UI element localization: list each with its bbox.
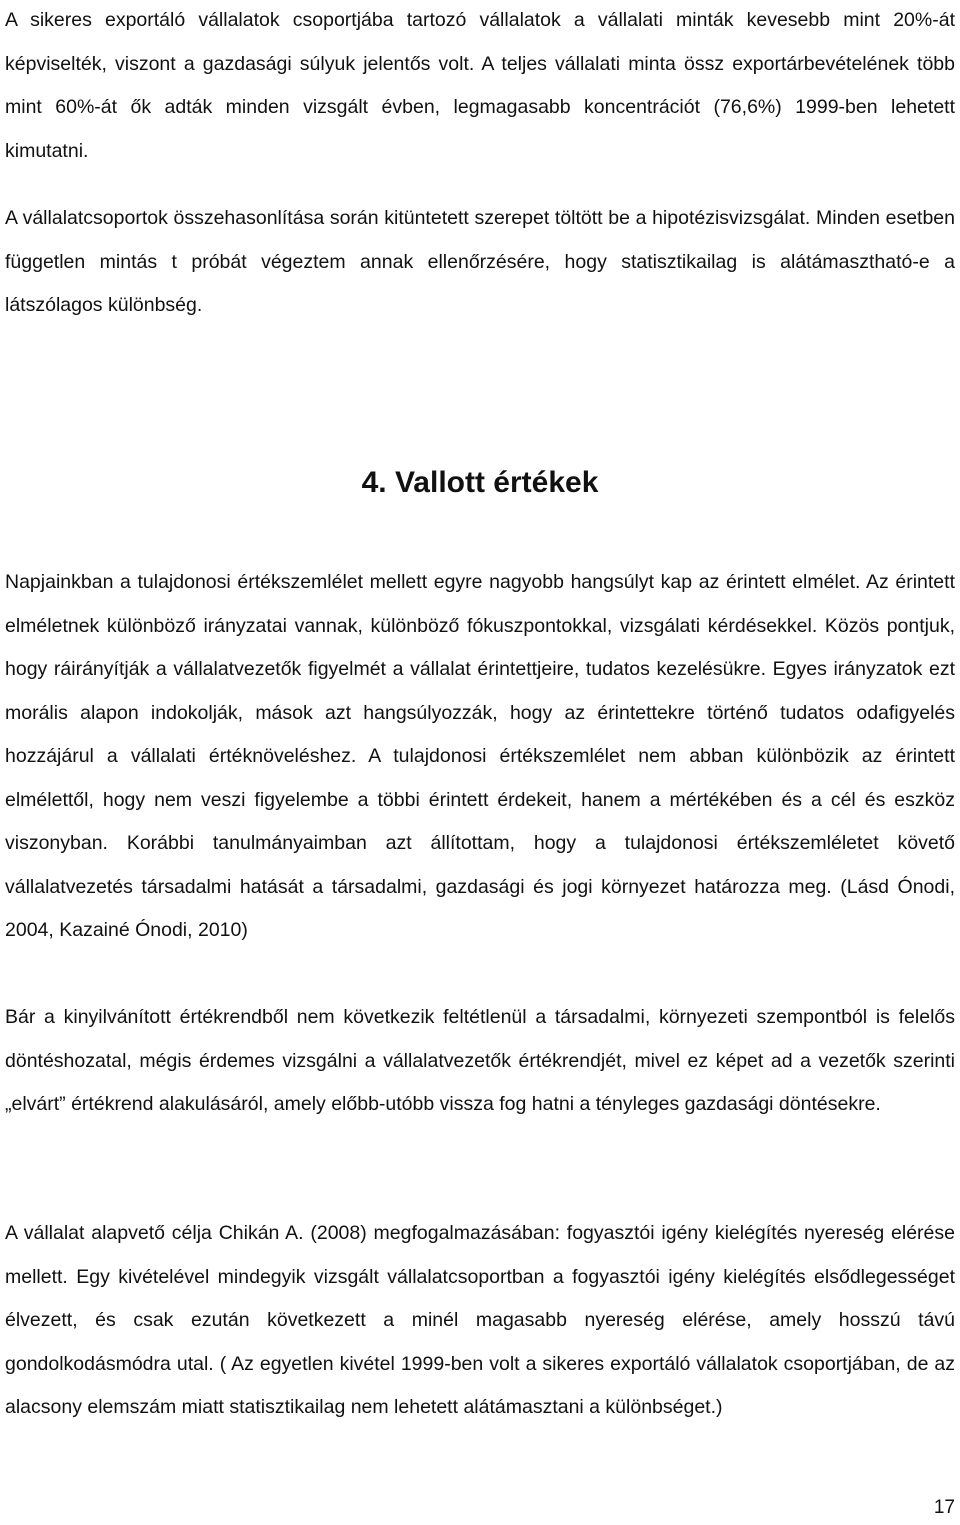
page-number: 17	[933, 1497, 955, 1518]
paragraph-company-goal: A vállalat alapvető célja Chikán A. (2008) megfogalmazásában: fogyasztói igény kielégítés nyereség elérése mellett. Egy kivételével mindegyik vizsgált vállalatcsoportban a fogyasztói igény kielégítés elsődlegességet élvezett, és csak ezután következett a minél magasabb nyereség elérése, amely hosszú távú gondolkodásmódra utal. ( Az egyetlen kivétel 1999-ben volt a sikeres exportáló vállalatok csoportjában, de az alacsony elemszám miatt statisztikailag nem lehetett alátámasztani a különbséget.)	[5, 1222, 955, 1418]
paragraph-hypothesis-testing: A vállalatcsoportok összehasonlítása során kitüntetett szerepet töltött be a hipotézisvizsgálat. Minden esetben független mintás t próbát végeztem annak ellenőrzésére, hogy statisztikailag is alátámasztható-e a látszólagos különbség.	[5, 207, 955, 316]
paragraph-declared-values: Bár a kinyilvánított értékrendből nem következik feltétlenül a társadalmi, környezeti szempontból is felelős döntéshozatal, mégis érdemes vizsgálni a vállalatvezetők értékrendjét, mivel ez képet ad a vezetők szerinti „elvárt” értékrend alakulásáról, amely előbb-utóbb vissza fog hatni a tényleges gazdasági döntésekre.	[5, 1006, 955, 1115]
paragraph-stakeholder-theory: Napjainkban a tulajdonosi értékszemlélet mellett egyre nagyobb hangsúlyt kap az érintett elmélet. Az érintett elméletnek különböző irányzatai vannak, különböző fókuszpontokkal, vizsgálati kérdésekkel. Közös pontjuk, hogy ráirányítják a vállalatvezetők figyelmét a vállalat érintettjeire, tudatos kezelésükre. Egyes irányzatok ezt morális alapon indokolják, mások azt hangsúlyozzák, hogy az érintettekre történő tudatos odafigyelés hozzájárul a vállalati értéknöveléshez. A tulajdonosi értékszemlélet nem abban különbözik az érintett elmélettől, hogy nem veszi figyelembe a többi érintett érdekeit, hanem a mértékében és a cél és eszköz viszonyban. Korábbi tanulmányaimban azt állítottam, hogy a tulajdonosi értékszemléletet követő vállalatvezetés társadalmi hatását a társadalmi, gazdasági és jogi környezet határozza meg. (Lásd Ónodi, 2004, Kazainé Ónodi, 2010)	[5, 571, 955, 941]
section-heading: 4. Vallott értékek	[361, 466, 599, 499]
paragraph-exporters: A sikeres exportáló vállalatok csoportjába tartozó vállalatok a vállalati minták kevesebb mint 20%-át képviselték, viszont a gazdasági súlyuk jelentős volt. A teljes vállalati minta össz exportárbevételének több mint 60%-át ők adták minden vizsgált évben, legmagasabb koncentrációt (76,6%) 1999-ben lehetett kimutatni.	[5, 9, 955, 162]
